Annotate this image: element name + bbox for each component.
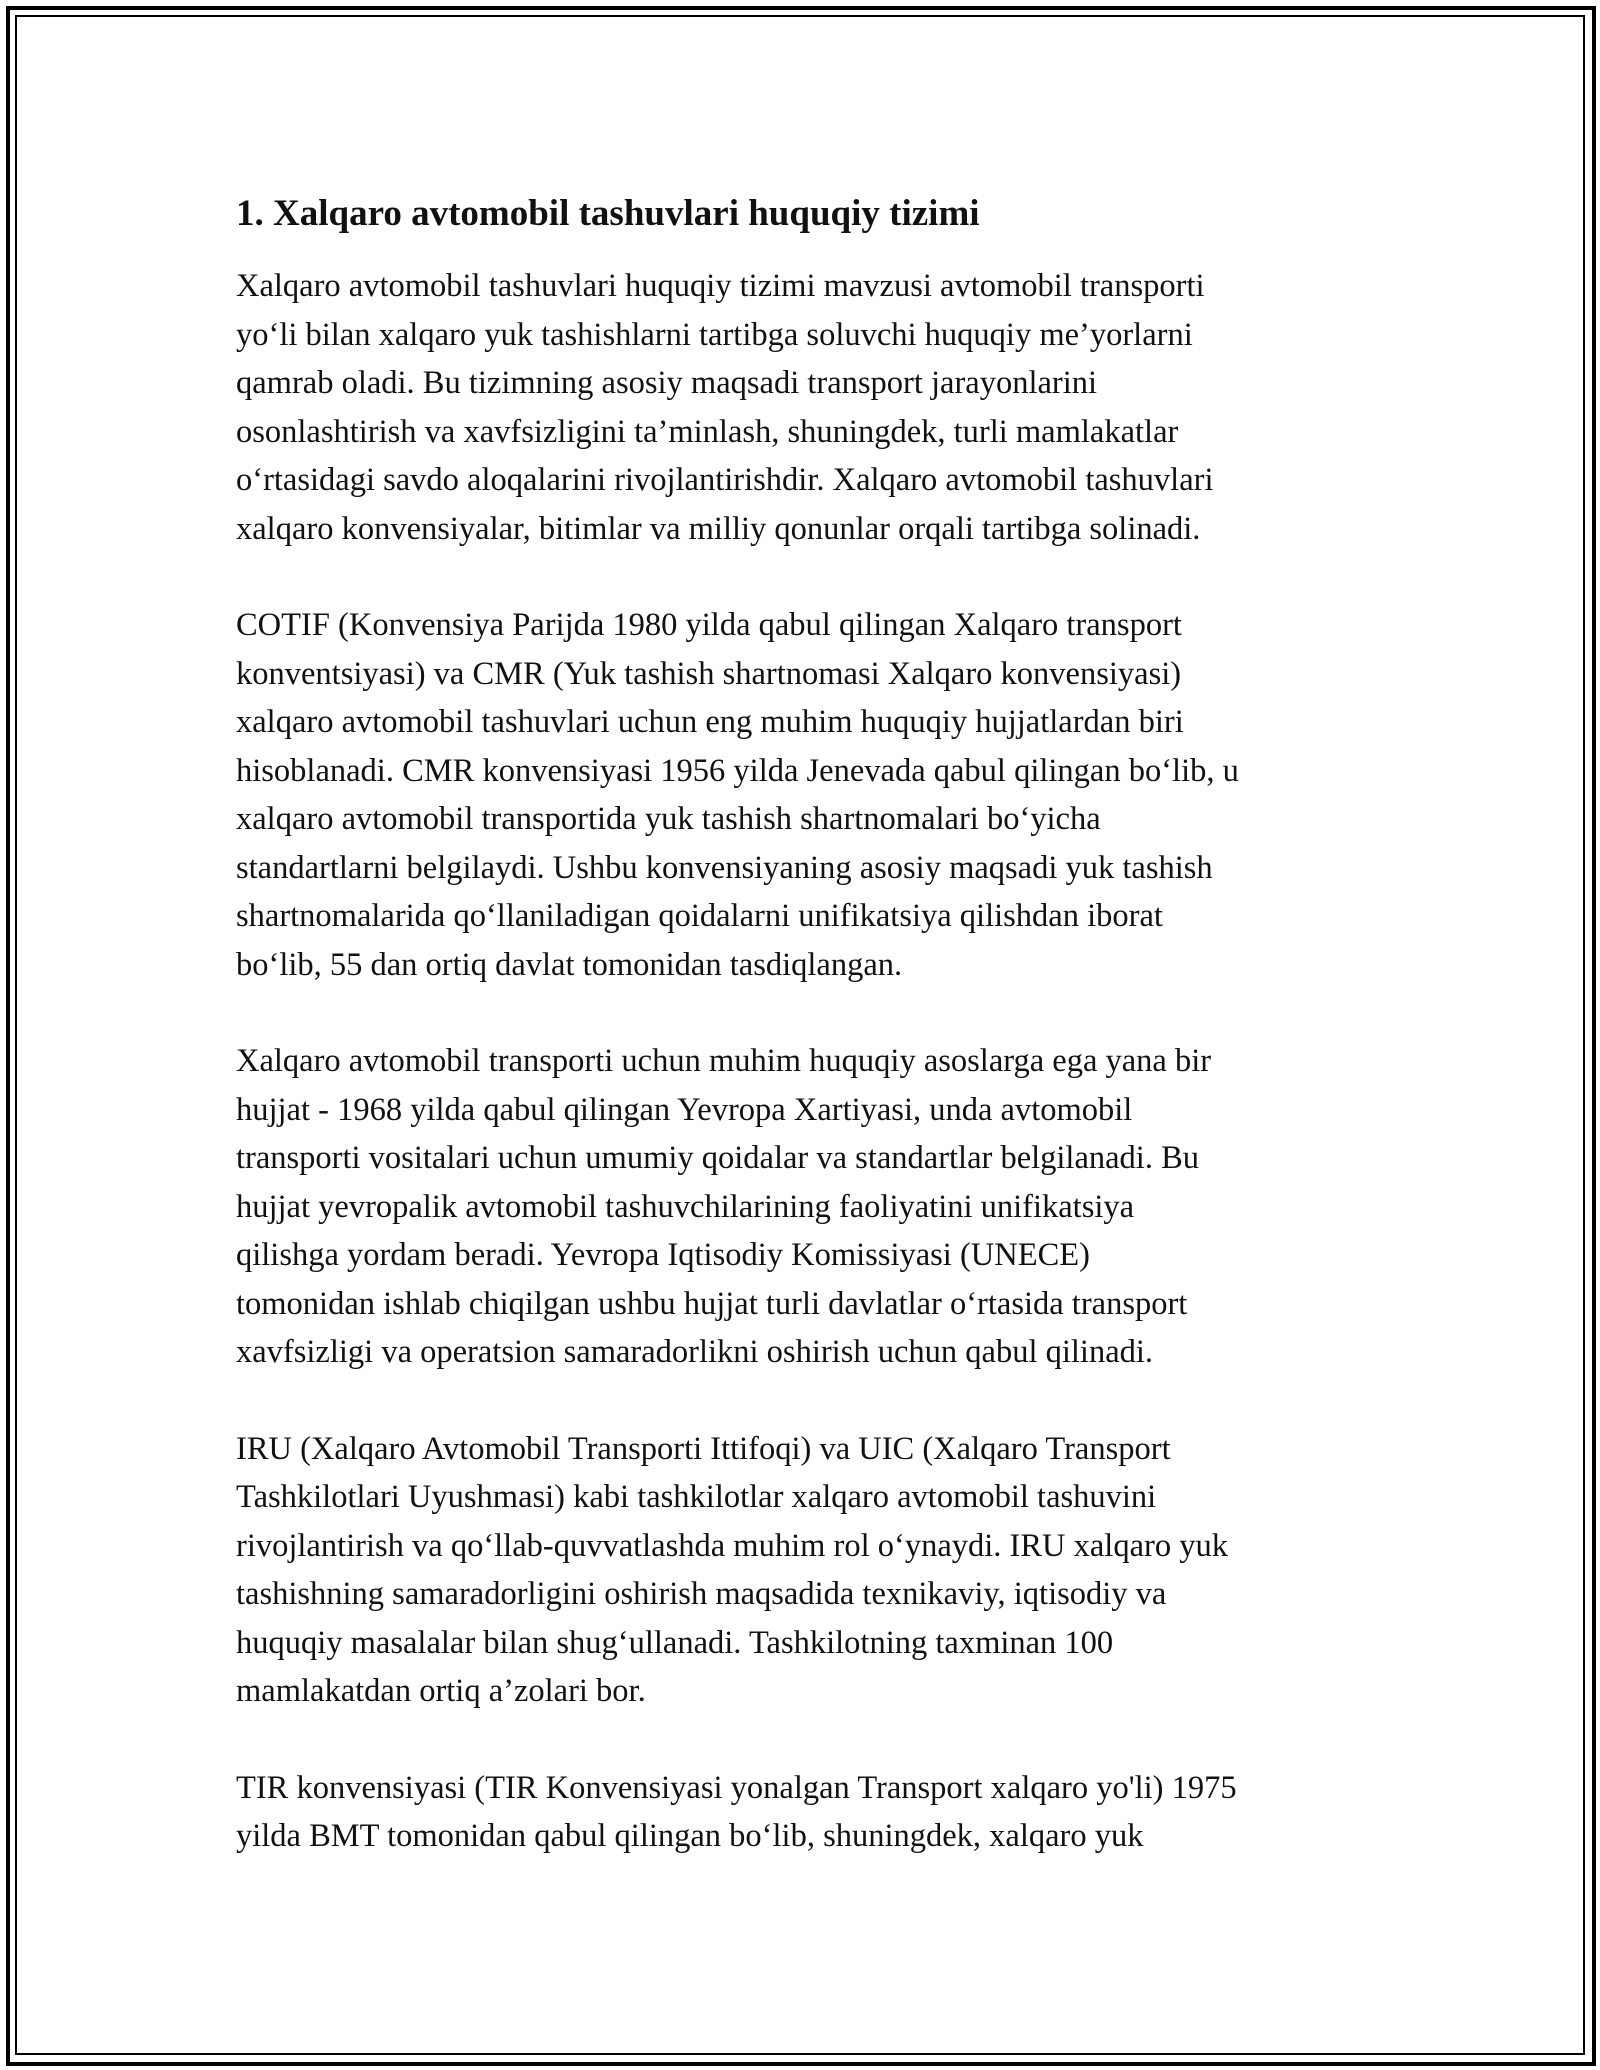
- paragraph: [236, 1037, 1376, 1377]
- text-line: yo‘li bilan xalqaro yuk tashishlarni tartibga soluvchi huquqiy me’yorlarni: [236, 316, 1193, 353]
- text-line: bo‘lib, 55 dan ortiq davlat tomonidan tasdiqlangan.: [236, 946, 903, 983]
- paragraph: [236, 601, 1376, 989]
- text-line: yilda BMT tomonidan qabul qilingan bo‘lib, shuningdek, xalqaro yuk: [236, 1818, 1144, 1854]
- text-line: mamlakatdan ortiq a’zolari bor.: [236, 1673, 646, 1709]
- paragraph: [236, 1764, 1376, 1861]
- paragraph-list: [236, 262, 1376, 1861]
- text-line: xavfsizligi va operatsion samaradorlikni oshirish uchun qabul qilinadi.: [236, 1334, 1154, 1370]
- text-line: qilishga yordam beradi. Yevropa Iqtisodiy Komissiyasi (UNECE): [236, 1237, 1090, 1273]
- text-line: huquqiy masalalar bilan shug‘ullanadi. Tashkilotning taxminan 100: [236, 1624, 1114, 1661]
- text-line: konventsiyasi) va CMR (Yuk tashish shartnomasi Xalqaro konvensiyasi): [236, 655, 1182, 692]
- text-line: tashishning samaradorligini oshirish maqsadida texnikaviy, iqtisodiy va: [236, 1576, 1167, 1612]
- text-line: Xalqaro avtomobil transporti uchun muhim huquqiy asoslarga ega yana bir: [236, 1043, 1212, 1079]
- paragraph: [236, 262, 1376, 553]
- text-line: Tashkilotlari Uyushmasi) kabi tashkilotlar xalqaro avtomobil tashuvini: [236, 1479, 1157, 1515]
- text-line: transporti vositalari uchun umumiy qoidalar va standartlar belgilanadi. Bu: [236, 1140, 1200, 1176]
- text-line: rivojlantirish va qo‘llab-quvvatlashda muhim rol o‘ynaydi. IRU xalqaro yuk: [236, 1527, 1228, 1564]
- text-line: COTIF (Konvensiya Parijda 1980 yilda qabul qilingan Xalqaro transport: [236, 607, 1182, 643]
- text-line: Xalqaro avtomobil tashuvlari huquqiy tizimi mavzusi avtomobil transporti: [236, 268, 1205, 304]
- text-line: standartlarni belgilaydi. Ushbu konvensiyaning asosiy maqsadi yuk tashish: [236, 849, 1213, 886]
- text-line: qamrab oladi. Bu tizimning asosiy maqsadi transport jarayonlarini: [236, 365, 1098, 401]
- text-line: xalqaro avtomobil tashuvlari uchun eng muhim huquqiy hujjatlardan biri: [236, 704, 1184, 740]
- text-line: IRU (Xalqaro Avtomobil Transporti Ittifoqi) va UIC (Xalqaro Transport: [236, 1430, 1171, 1467]
- text-line: osonlashtirish va xavfsizligini ta’minlash, shuningdek, turli mamlakatlar: [236, 413, 1179, 450]
- text-line: xalqaro konvensiyalar, bitimlar va milliy qonunlar orqali tartibga solinadi.: [236, 510, 1201, 547]
- text-line: tomonidan ishlab chiqilgan ushbu hujjat turli davlatlar o‘rtasida transport: [236, 1285, 1188, 1322]
- text-line: o‘rtasidagi savdo aloqalarini rivojlantirishdir. Xalqaro avtomobil tashuvlari: [236, 462, 1214, 498]
- text-line: TIR konvensiyasi (TIR Konvensiyasi yonalgan Transport xalqaro yo'li) 1975: [236, 1769, 1237, 1806]
- paragraph: [236, 1425, 1376, 1716]
- document-body: [236, 188, 1376, 1909]
- text-line: hujjat - 1968 yilda qabul qilingan Yevropa Xartiyasi, unda avtomobil: [236, 1091, 1133, 1128]
- text-line: xalqaro avtomobil transportida yuk tashish shartnomalari bo‘yicha: [236, 801, 1101, 837]
- text-line: hujjat yevropalik avtomobil tashuvchilarining faoliyatini unifikatsiya: [236, 1188, 1135, 1225]
- section-heading: 1. Xalqaro avtomobil tashuvlari huquqiy tizimi: [236, 193, 980, 234]
- text-line: shartnomalarida qo‘llaniladigan qoidalarni unifikatsiya qilishdan iborat: [236, 898, 1163, 934]
- text-line: hisoblanadi. CMR konvensiyasi 1956 yilda Jenevada qabul qilingan bo‘lib, u: [236, 752, 1239, 789]
